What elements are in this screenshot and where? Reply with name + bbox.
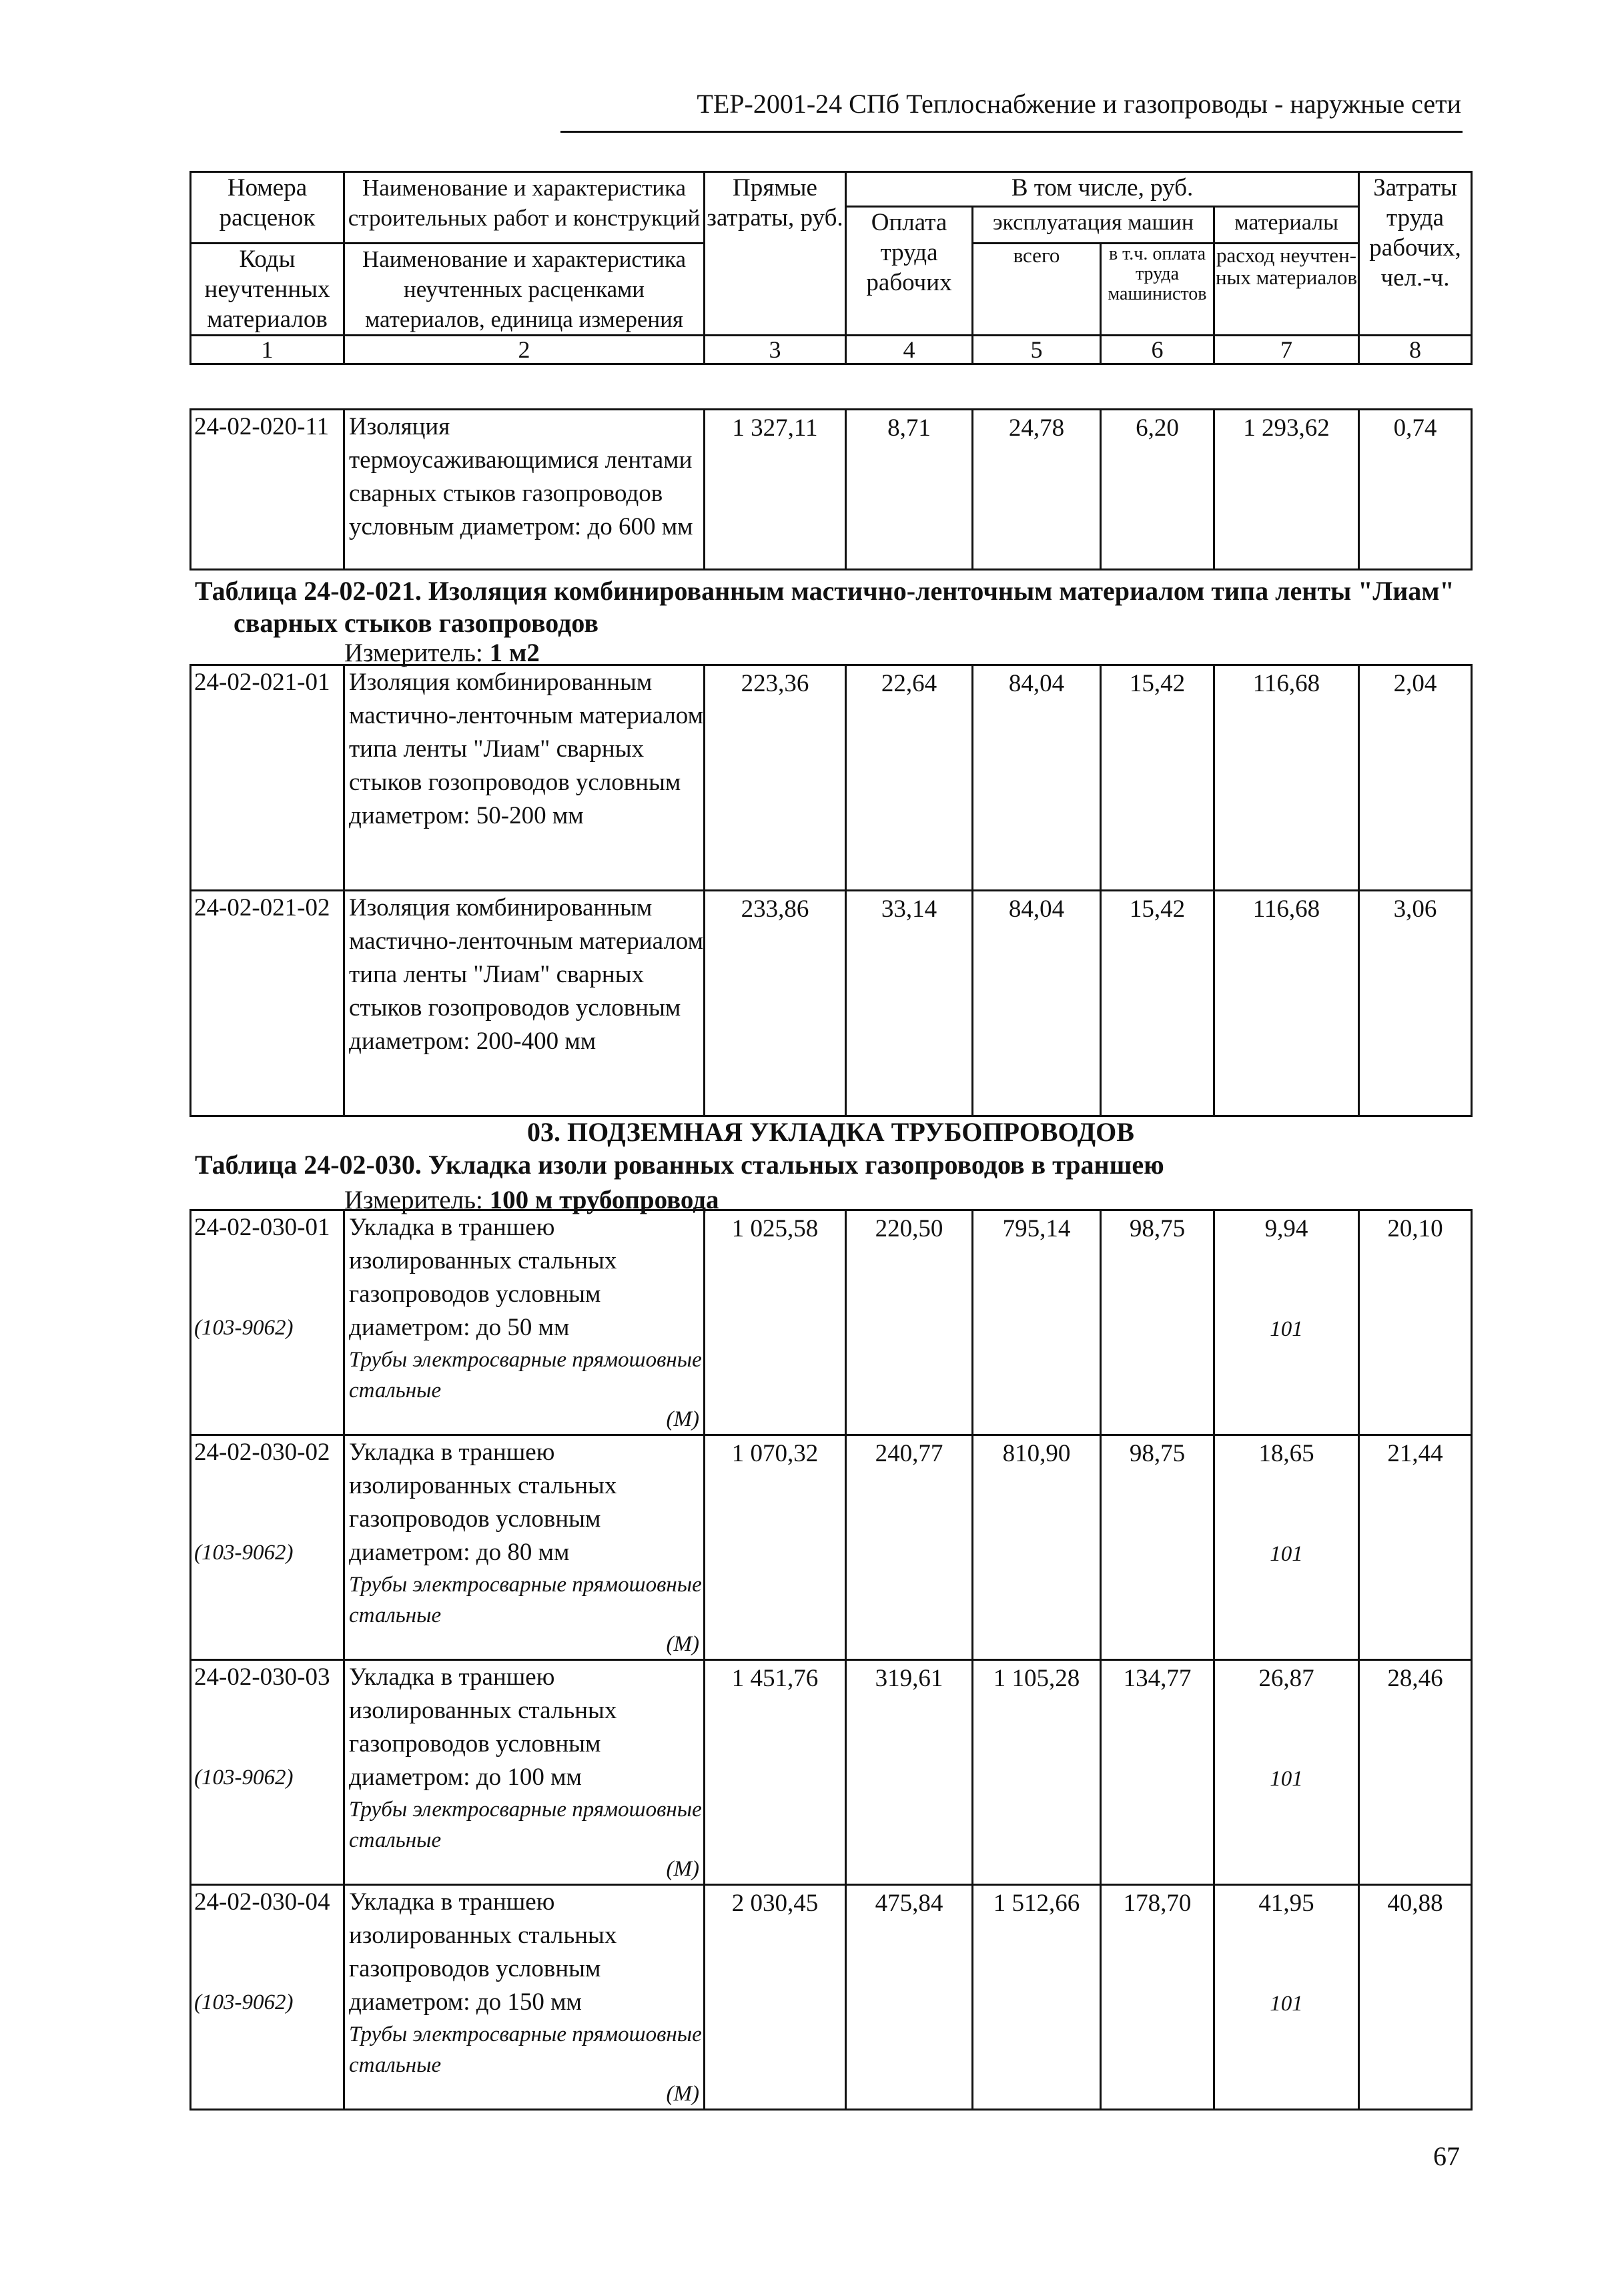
page-number: 67 [1433,2141,1460,2171]
col-number: 8 [1359,336,1472,364]
materials-cell [1214,1660,1359,1885]
machines-total: 795,14 [973,1210,1101,1435]
material-qty: 101 [1270,1992,1303,2016]
material-name: Трубы электросварные прямошовные стальные [349,1348,702,1403]
materials-cost: 9,94 [1264,1215,1308,1242]
material-unit: (М) [666,1632,699,1656]
header-worker-pay: Оплата труда рабочих [846,207,973,336]
header-direct-costs: Прямые затраты, руб. [705,172,846,336]
machines-total: 24,78 [973,410,1101,570]
materials-cell [1214,1210,1359,1435]
rate-code: 24-02-030-04 [194,1888,330,1916]
rate-code: 24-02-030-03 [194,1663,330,1691]
rate-name: Укладка в траншею изолированных стальных газопроводов условным диаметром: до 150 мм [349,1888,617,2016]
header-material-codes: Коды неучтенных материалов [191,244,344,336]
labor-hours: 2,04 [1359,665,1472,891]
header-material-names: Наименование и характеристика неучтенных расценками материалов, единица измерения [344,244,705,336]
materials-cost: 116,68 [1214,891,1359,1116]
col-number: 4 [846,336,973,364]
materials-cost: 41,95 [1258,1890,1314,1917]
header-materials: материалы [1214,207,1359,244]
unit-label: Измеритель: [344,639,483,667]
table-row [191,665,1472,891]
table-030-title: Таблица 24-02-030. Укладка изоли рованных стальных газопроводов в траншею [195,1150,1164,1180]
rate-name: Изоляция комбинированным мастично-ленточным материалом типа ленты "Лиам" сварных стыков гозопроводов условным диаметром: 200-400 мм [344,891,705,1116]
materials-cost: 26,87 [1258,1665,1314,1692]
rate-code: 24-02-021-02 [191,891,344,1116]
rate-name: Изоляция термоусаживающимися лентами сварных стыков газопроводов условным диаметром: до 600 мм [344,410,705,570]
table-row [191,410,1472,570]
rate-name-cell [344,1660,705,1885]
machinist-pay: 15,42 [1101,665,1214,891]
worker-pay: 33,14 [846,891,973,1116]
labor-hours: 3,06 [1359,891,1472,1116]
worker-pay: 8,71 [846,410,973,570]
direct-cost: 223,36 [705,665,846,891]
direct-cost: 1 327,11 [705,410,846,570]
materials-cost: 1 293,62 [1214,410,1359,570]
worker-pay: 22,64 [846,665,973,891]
machines-total: 1 105,28 [973,1660,1101,1885]
col-number: 5 [973,336,1101,364]
rate-code: 24-02-020-11 [191,410,344,570]
table-021-title-line1: Таблица 24-02-021. Изоляция комбинированным мастично-ленточным материалом типа ленты "Лиам" [195,576,1455,606]
rate-name-cell [344,1210,705,1435]
machinist-pay: 6,20 [1101,410,1214,570]
col-number: 3 [705,336,846,364]
material-qty: 101 [1270,1542,1303,1566]
worker-pay: 475,84 [846,1885,973,2110]
col-number: 2 [344,336,705,364]
material-name: Трубы электросварные прямошовные стальные [349,1573,702,1627]
rate-code: 24-02-021-01 [191,665,344,891]
rates-table-020 [189,408,1473,570]
rate-code-cell [191,1660,344,1885]
header-machines-total: всего [973,244,1101,336]
direct-cost: 233,86 [705,891,846,1116]
material-name: Трубы электросварные прямошовные стальные [349,1798,702,1852]
material-code: (103-9062) [194,1316,294,1340]
direct-cost: 1 451,76 [705,1660,846,1885]
section-heading: 03. ПОДЗЕМНАЯ УКЛАДКА ТРУБОПРОВОДОВ [527,1117,1134,1147]
rate-name-cell [344,1435,705,1660]
running-title: ТЕР-2001-24 СПб Теплоснабжение и газопроводы - наружные сети [697,89,1461,119]
material-unit: (М) [666,1407,699,1431]
direct-cost: 2 030,45 [705,1885,846,2110]
material-qty: 101 [1270,1317,1303,1341]
labor-hours: 20,10 [1359,1210,1472,1435]
materials-cell [1214,1435,1359,1660]
col-number: 1 [191,336,344,364]
unit-value: 100 м трубопровода [489,1186,719,1214]
direct-cost: 1 070,32 [705,1435,846,1660]
labor-hours: 28,46 [1359,1660,1472,1885]
worker-pay: 240,77 [846,1435,973,1660]
materials-cost: 116,68 [1214,665,1359,891]
unit-value: 1 м2 [489,639,540,667]
table-021-title [195,575,1476,639]
material-unit: (М) [666,2082,699,2106]
col-number: 6 [1101,336,1214,364]
material-code: (103-9062) [194,1541,294,1565]
table-row [191,1210,1472,1435]
table-row [191,891,1472,1116]
table-row [191,1660,1472,1885]
labor-hours: 21,44 [1359,1435,1472,1660]
rate-name-cell [344,1885,705,2110]
direct-cost: 1 025,58 [705,1210,846,1435]
machinist-pay: 98,75 [1101,1210,1214,1435]
rate-name: Укладка в траншею изолированных стальных газопроводов условным диаметром: до 50 мм [349,1214,617,1341]
column-header-table [189,171,1473,365]
machines-total: 84,04 [973,891,1101,1116]
labor-hours: 0,74 [1359,410,1472,570]
rate-code: 24-02-030-01 [194,1214,330,1241]
machines-total: 810,90 [973,1435,1101,1660]
material-code: (103-9062) [194,1766,294,1790]
rate-code-cell [191,1210,344,1435]
labor-hours: 40,88 [1359,1885,1472,2110]
header-labor-hours: Затраты труда рабочих, чел.-ч. [1359,172,1472,336]
rate-code-cell [191,1435,344,1660]
machinist-pay: 178,70 [1101,1885,1214,2110]
header-rule [560,131,1463,133]
header-rate-numbers: Номера расценок [191,172,344,244]
header-machinist-pay: в т.ч. оплата труда машинистов [1101,244,1214,336]
worker-pay: 220,50 [846,1210,973,1435]
header-work-name: Наименование и характеристика строительных работ и конструкций [344,172,705,244]
rate-name: Изоляция комбинированным мастично-ленточным материалом типа ленты "Лиам" сварных стыков гозопроводов условным диаметром: 50-200 мм [344,665,705,891]
rate-name: Укладка в траншею изолированных стальных газопроводов условным диаметром: до 80 мм [349,1439,617,1566]
machines-total: 1 512,66 [973,1885,1101,2110]
material-unit: (М) [666,1857,699,1881]
rate-code: 24-02-030-02 [194,1439,330,1466]
rate-code-cell [191,1885,344,2110]
machines-total: 84,04 [973,665,1101,891]
material-code: (103-9062) [194,1990,294,2014]
rates-table-030 [189,1209,1473,2111]
table-021-title-line2: сварных стыков газопроводов [234,608,598,638]
machinist-pay: 134,77 [1101,1660,1214,1885]
machinist-pay: 98,75 [1101,1435,1214,1660]
material-qty: 101 [1270,1767,1303,1791]
rate-name: Укладка в траншею изолированных стальных газопроводов условным диаметром: до 100 мм [349,1663,617,1791]
machinist-pay: 15,42 [1101,891,1214,1116]
materials-cell [1214,1885,1359,2110]
header-including-group: В том числе, руб. [846,172,1359,207]
materials-cost: 18,65 [1258,1440,1314,1467]
col-number: 7 [1214,336,1359,364]
rates-table-021 [189,664,1473,1117]
header-unaccounted-materials: расход неучтен-ных материалов [1214,244,1359,336]
table-row [191,1885,1472,2110]
unit-label: Измеритель: [344,1186,483,1214]
table-row [191,1435,1472,1660]
material-name: Трубы электросварные прямошовные стальные [349,2022,702,2077]
worker-pay: 319,61 [846,1660,973,1885]
header-machines: эксплуатация машин [973,207,1214,244]
